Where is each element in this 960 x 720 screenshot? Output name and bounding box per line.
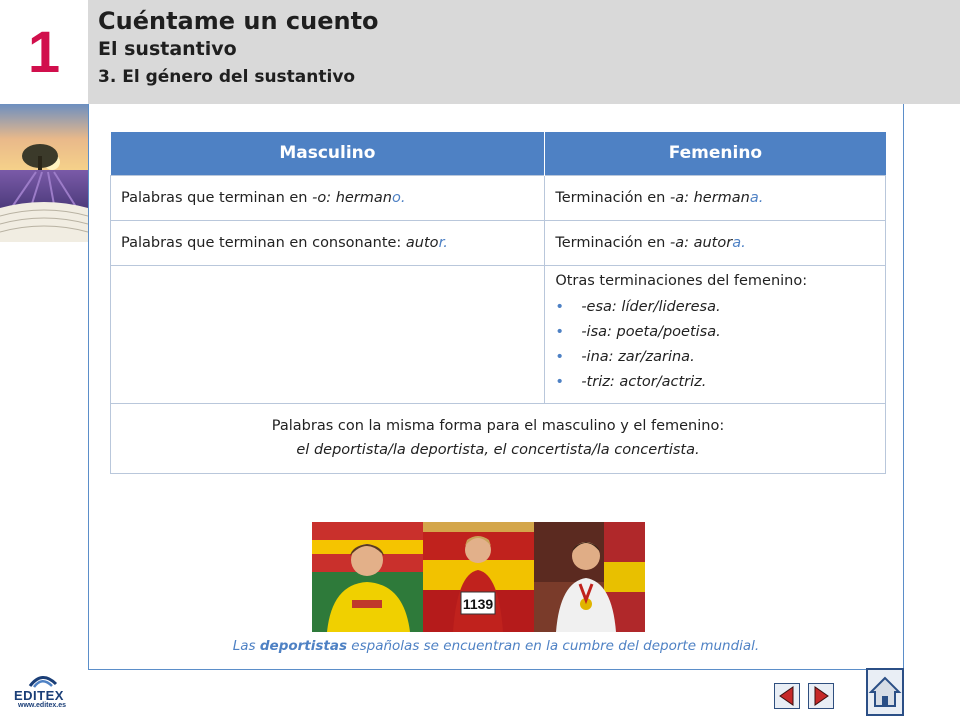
gender-table — [110, 132, 886, 474]
unit-number: 1 — [0, 0, 88, 104]
home-icon — [868, 670, 902, 714]
cell-other-endings — [545, 265, 886, 403]
section-title: 3. El género del sustantivo — [98, 67, 356, 87]
list-item: • -triz: actor/actriz. — [555, 370, 875, 395]
table-row — [111, 220, 886, 265]
arrow-left-icon — [775, 684, 799, 708]
list-item: • -esa: líder/lideresa. — [555, 295, 875, 320]
cell-common-gender: Palabras con la misma forma para el masculino y el femenino: el deportista/la deportista, el concertista/la concertista. — [111, 403, 886, 473]
header-femenino: Femenino — [545, 132, 886, 175]
table-header-row — [111, 132, 886, 175]
table-row — [111, 175, 886, 220]
home-button[interactable] — [866, 668, 904, 716]
athletes-photos — [312, 522, 646, 632]
table-row — [111, 403, 886, 473]
page-header — [88, 0, 960, 104]
cell-masc-consonant: Palabras que terminan en consonante: autor. — [111, 220, 545, 265]
cell-fem-a: Terminación en -a: hermana. — [545, 175, 886, 220]
medalist-photo — [534, 522, 645, 632]
editex-url: www.editex.es — [18, 702, 66, 709]
runner-photo — [423, 522, 534, 632]
bib-number: 1139 — [462, 596, 494, 612]
header-masculino: Masculino — [111, 132, 545, 175]
cell-fem-autora: Terminación en -a: autora. — [545, 220, 886, 265]
photo-caption: Las deportistas españolas se encuentran en la cumbre del deporte mundial. — [232, 638, 760, 654]
editex-logo-text: EDITEX — [14, 688, 64, 703]
endings-list — [555, 295, 875, 395]
prev-button[interactable] — [774, 683, 800, 709]
page-subtitle: El sustantivo — [98, 38, 237, 60]
cell-masc-o: Palabras que terminan en -o: hermano. — [111, 175, 545, 220]
table-row — [111, 265, 886, 403]
next-button[interactable] — [808, 683, 834, 709]
list-item: • -isa: poeta/poetisa. — [555, 320, 875, 345]
page-title: Cuéntame un cuento — [98, 7, 379, 35]
book-landscape-image — [0, 104, 88, 242]
cell-empty — [111, 265, 545, 403]
list-item: • -ina: zar/zarina. — [555, 345, 875, 370]
other-endings-intro: Otras terminaciones del femenino: — [555, 273, 808, 289]
cyclist-photo — [312, 522, 423, 632]
arrow-right-icon — [809, 684, 833, 708]
